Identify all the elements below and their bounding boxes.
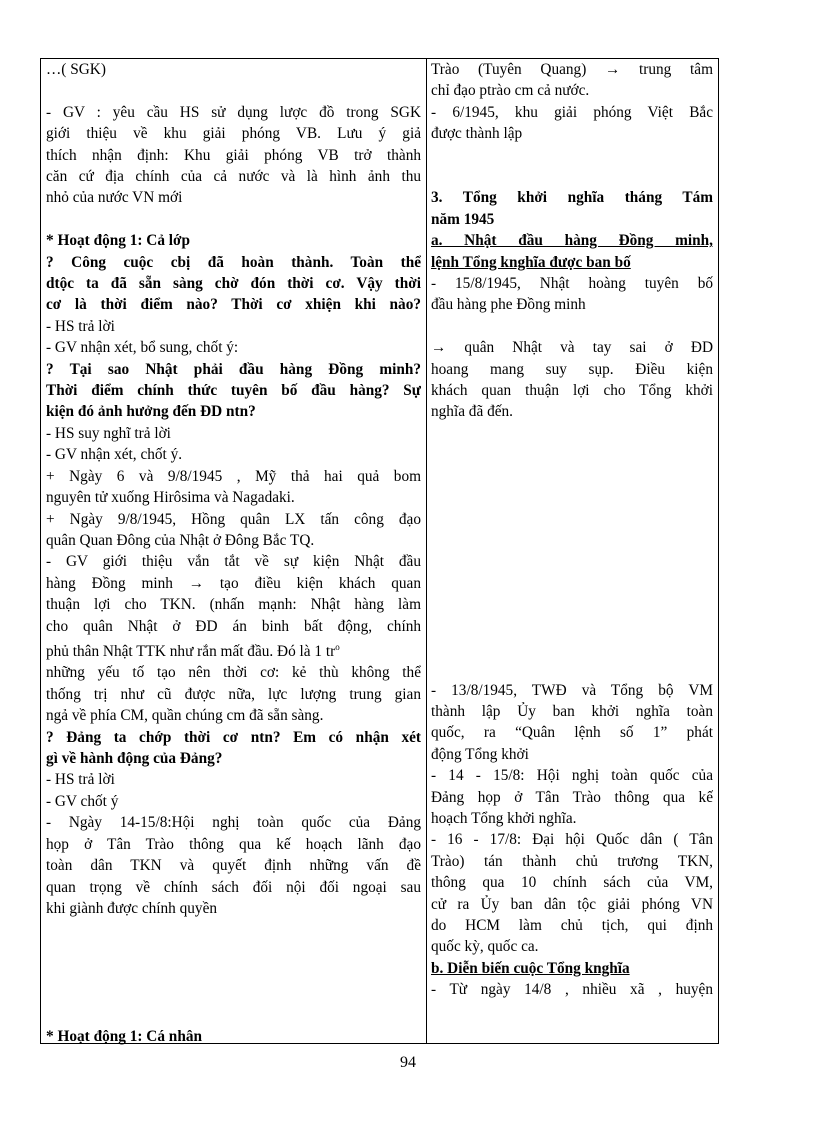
question-line: ? Công cuộc cbị đã hoàn thành. Toàn thể xyxy=(46,253,421,271)
text-line: được thành lập xyxy=(431,125,523,143)
section-heading: 3. Tổng khởi nghĩa tháng Tám xyxy=(431,189,713,207)
question-line: cơ là thời điểm nào? Thời cơ xhiện khi nào? xyxy=(46,296,421,314)
text-line: thích nhận định: Khu giải phóng VB trở thành xyxy=(46,146,421,164)
text-line: Đảng họp ở Tân Trào thông qua kế xyxy=(431,788,713,806)
text-line: Trào (Tuyên Quang) → trung tâm xyxy=(431,61,713,78)
text-line: thành lập Ủy ban khởi nghĩa toàn xyxy=(431,702,713,720)
text-line: - GV chốt ý xyxy=(46,792,119,810)
text-line: quốc, ra “Quân lệnh số 1” phát xyxy=(431,724,713,742)
text-line: - GV giới thiệu vắn tắt về sự kiện Nhật đầu xyxy=(46,553,421,571)
text-line: họp ở Tân Trào thông qua kế hoạch lãnh đạo xyxy=(46,835,421,853)
subsection-heading: b. Diễn biến cuộc Tổng knghĩa xyxy=(431,959,630,977)
text-line: khi giành được chính quyền xyxy=(46,899,218,917)
text-line: do HCM làm chủ tịch, qui định xyxy=(431,917,713,935)
text-line: + Ngày 6 và 9/8/1945 , Mỹ thả hai quả bom xyxy=(46,467,421,485)
activity-heading: * Hoạt động 1: Cả lớp xyxy=(46,232,191,250)
text-line: - HS trả lời xyxy=(46,317,115,335)
activity-heading: * Hoạt động 1: Cá nhân xyxy=(46,1028,202,1046)
text-line: …( SGK) xyxy=(46,61,106,78)
lesson-table xyxy=(40,58,719,1044)
text-line: hàng Đồng minh → tạo điều kiện khách quan xyxy=(46,574,421,592)
text-line: cho quân Nhật ở ĐD án binh bất động, chính xyxy=(46,617,421,635)
text-line: hoạch Tổng khởi nghĩa. xyxy=(431,809,577,827)
text-line: hoang mang suy sụp. Điều kiện xyxy=(431,360,713,378)
question-line: kiện đó ảnh hưởng đến ĐD ntn? xyxy=(46,403,256,421)
question-line: Thời điểm chính thức tuyên bố đầu hàng? Sự xyxy=(46,382,421,400)
content-column xyxy=(427,59,718,1043)
text-line: khách quan thuận lợi cho Tổng khởi xyxy=(431,382,713,400)
subsection-heading: a. Nhật đầu hàng Đồng minh, xyxy=(431,232,713,250)
section-heading: năm 1945 xyxy=(431,210,495,228)
text-line: - HS suy nghĩ trả lời xyxy=(46,424,171,442)
text-line: thông qua 10 chính sách của VM, xyxy=(431,874,713,892)
text-line: - 16 - 17/8: Đại hội Quốc dân ( Tân xyxy=(431,831,713,849)
page-number: 94 xyxy=(400,1054,416,1071)
activities-column xyxy=(41,59,427,1046)
text-line: quan trọng về chính sách đối nội đối ngoại sau xyxy=(46,878,421,896)
text-line: nghĩa đã đến. xyxy=(431,403,513,421)
question-line: ? Tại sao Nhật phải đầu hàng Đồng minh? xyxy=(46,360,421,378)
text-line: căn cứ địa chính của cả nước và là hình ảnh thu xyxy=(46,168,421,186)
text-segment: phủ thân Nhật TTK như rắn mất đầu. Đó là 1 tr xyxy=(46,643,336,661)
text-line: đầu hàng phe Đồng minh xyxy=(431,296,586,314)
activities-text xyxy=(46,59,421,1048)
text-line: Trào) tán thành chủ trương TKN, xyxy=(431,852,713,870)
text-line: quốc kỳ, quốc ca. xyxy=(431,938,539,956)
text-line: nguyên tử xuống Hirôsima và Nagadaki. xyxy=(46,489,295,507)
text-line: → quân Nhật và tay sai ở ĐD xyxy=(431,339,713,357)
text-line: - GV nhận xét, chốt ý. xyxy=(46,446,183,464)
superscript: o xyxy=(335,641,340,652)
text-line: toàn dân TKN và quyết định những vấn đề xyxy=(46,857,421,875)
text-line: - GV : yêu cầu HS sử dụng lược đồ trong SGK xyxy=(46,103,421,121)
text-line: - 15/8/1945, Nhật hoàng tuyên bố xyxy=(431,275,713,293)
text-line xyxy=(46,637,421,663)
text-line: - GV nhận xét, bổ sung, chốt ý: xyxy=(46,339,239,357)
question-line: gì về hành động của Đảng? xyxy=(46,750,223,768)
text-line: giới thiệu về khu giải phóng VB. Lưu ý giả xyxy=(46,125,421,143)
text-line: - Ngày 14-15/8:Hội nghị toàn quốc của Đảng xyxy=(46,814,421,832)
subsection-heading: lệnh Tổng knghĩa được ban bố xyxy=(431,253,631,271)
text-line: - 6/1945, khu giải phóng Việt Bắc xyxy=(431,103,713,121)
text-line: cử ra Ủy ban dân tộc giải phóng VN xyxy=(431,895,713,913)
content-text xyxy=(431,59,713,1001)
text-line: thống trị như cũ được nữa, lực lượng trung gian xyxy=(46,685,421,703)
text-line: những yếu tố tạo nên thời cơ: kẻ thù không thể xyxy=(46,664,421,682)
text-line: ngả về phía CM, quần chúng cm đã sẵn sàng. xyxy=(46,707,324,725)
text-line: - 13/8/1945, TWĐ và Tổng bộ VM xyxy=(431,681,713,699)
text-line: nhỏ của nước VN mới xyxy=(46,189,183,207)
text-line: quân Quan Đông của Nhật ở Đông Bắc TQ. xyxy=(46,531,315,549)
text-line: + Ngày 9/8/1945, Hồng quân LX tấn công đạo xyxy=(46,510,421,528)
question-line: dtộc ta đã sẵn sàng chờ đón thời cơ. Vậy thời xyxy=(46,275,421,293)
text-line: chỉ đạo ptrào cm cả nước. xyxy=(431,82,590,100)
text-line: động Tổng khởi xyxy=(431,745,529,763)
text-line: thuận lợi cho TKN. (nhấn mạnh: Nhật hàng làm xyxy=(46,596,421,614)
text-line: - Từ ngày 14/8 , nhiều xã , huyện xyxy=(431,981,713,999)
question-line: ? Đảng ta chớp thời cơ ntn? Em có nhận xét xyxy=(46,728,421,746)
text-line: - 14 - 15/8: Hội nghị toàn quốc của xyxy=(431,767,713,785)
text-line: - HS trả lời xyxy=(46,771,115,789)
